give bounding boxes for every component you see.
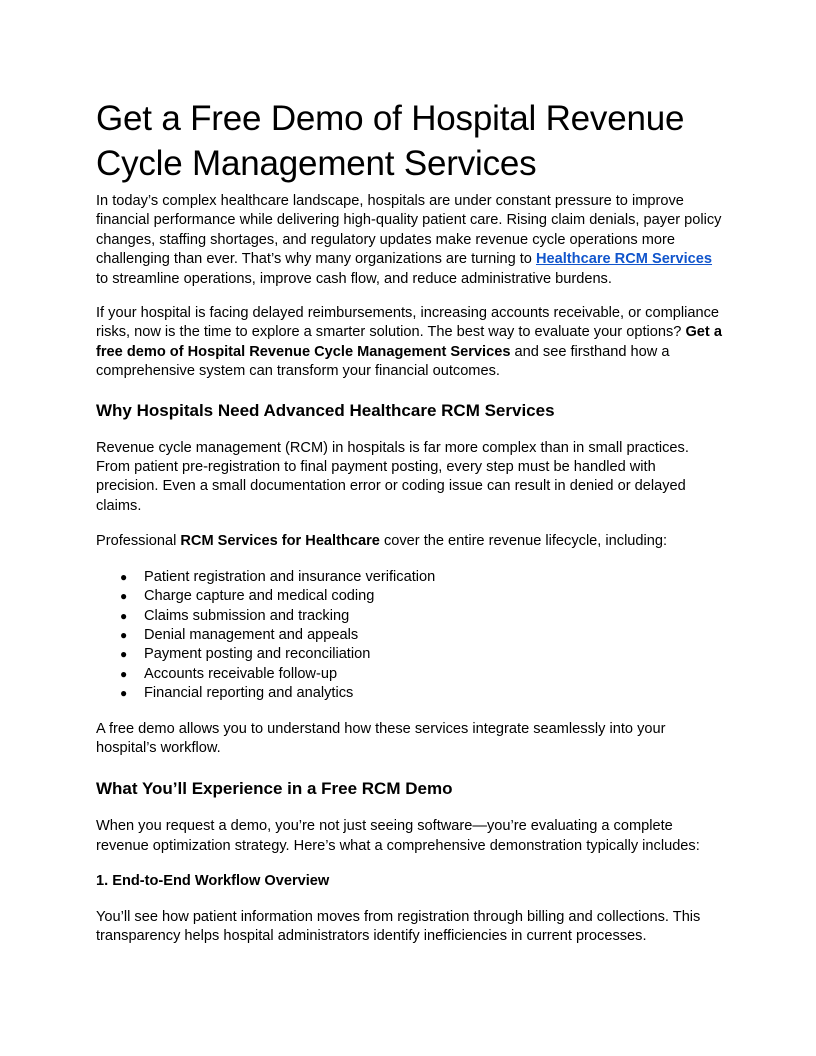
list-item bbox=[96, 587, 722, 606]
section-heading-what-youll-experience: What You’ll Experience in a Free RCM Demo bbox=[96, 779, 453, 799]
list-intro-bold: RCM Services for Healthcare bbox=[180, 533, 380, 550]
page-title: Get a Free Demo of Hospital Revenue Cycle Management Services bbox=[96, 99, 685, 183]
bullet-icon: ● bbox=[120, 589, 128, 604]
list-item-text: Payment posting and reconciliation bbox=[144, 646, 371, 663]
demo-paragraph bbox=[96, 304, 722, 382]
intro-text-before: In today’s complex healthcare landscape, hospitals are under constant pressure to improve financial performance while delivering high-quality patient care. Rising claim denials, payer policy changes, staffing shortages, and regulatory updates make revenue cycle operations more challenging than ever. That’s why many organizations are turning to bbox=[96, 193, 722, 268]
bullet-icon: ● bbox=[120, 686, 128, 701]
list-intro-after: cover the entire revenue lifecycle, including: bbox=[379, 533, 668, 550]
healthcare-rcm-services-link[interactable]: Healthcare RCM Services bbox=[535, 251, 713, 268]
list-item-text: Patient registration and insurance verification bbox=[144, 568, 436, 585]
section-heading-why-hospitals: Why Hospitals Need Advanced Healthcare RCM Services bbox=[96, 400, 555, 420]
rcm-list-intro bbox=[96, 532, 722, 551]
demo-integration-paragraph: A free demo allows you to understand how these services integrate seamlessly into your hospital’s workflow. bbox=[96, 720, 666, 756]
list-item-text: Financial reporting and analytics bbox=[144, 685, 354, 702]
intro-paragraph bbox=[96, 192, 722, 289]
bullet-icon: ● bbox=[120, 647, 128, 662]
list-item bbox=[96, 645, 722, 664]
list-item-text: Accounts receivable follow-up bbox=[144, 665, 338, 682]
bullet-icon: ● bbox=[120, 627, 128, 642]
list-item bbox=[96, 684, 722, 703]
bullet-icon: ● bbox=[120, 666, 128, 681]
list-item bbox=[96, 665, 722, 684]
list-item bbox=[96, 568, 722, 587]
demo-text-bold: Get a free demo of Hospital Revenue Cycle Management Services bbox=[96, 324, 722, 360]
rcm-complexity-paragraph: Revenue cycle management (RCM) in hospitals is far more complex than in small practices. From patient pre-registration to final payment posting, every step must be handled with precision. Even a small documentation error or coding issue can result in denied or delayed claims. bbox=[96, 439, 689, 514]
bullet-icon: ● bbox=[120, 569, 128, 584]
workflow-overview-paragraph: You’ll see how patient information moves from registration through billing and collections. This transparency helps hospital administrators identify inefficiencies in current processes. bbox=[96, 908, 701, 944]
list-intro-before: Professional bbox=[96, 533, 181, 550]
list-item bbox=[96, 607, 722, 626]
intro-text-after: to streamline operations, improve cash flow, and reduce administrative burdens. bbox=[96, 270, 612, 287]
rcm-services-list bbox=[96, 568, 722, 704]
list-item-text: Claims submission and tracking bbox=[144, 607, 350, 624]
sub-heading-workflow-overview: 1. End-to-End Workflow Overview bbox=[96, 873, 330, 890]
bullet-icon: ● bbox=[120, 608, 128, 623]
demo-text-after: and see firsthand how a comprehensive system can transform your financial outcomes. bbox=[96, 343, 670, 380]
document-page bbox=[96, 96, 722, 946]
list-item bbox=[96, 626, 722, 645]
list-item-text: Denial management and appeals bbox=[144, 626, 359, 643]
demo-request-paragraph: When you request a demo, you’re not just seeing software—you’re evaluating a complete revenue optimization strategy. Here’s what a comprehensive demonstration typically includes: bbox=[96, 818, 700, 854]
demo-text-before: If your hospital is facing delayed reimbursements, increasing accounts receivable, or compliance risks, now is the time to explore a smarter solution. The best way to evaluate your options? bbox=[96, 305, 719, 341]
list-item-text: Charge capture and medical coding bbox=[144, 588, 375, 605]
